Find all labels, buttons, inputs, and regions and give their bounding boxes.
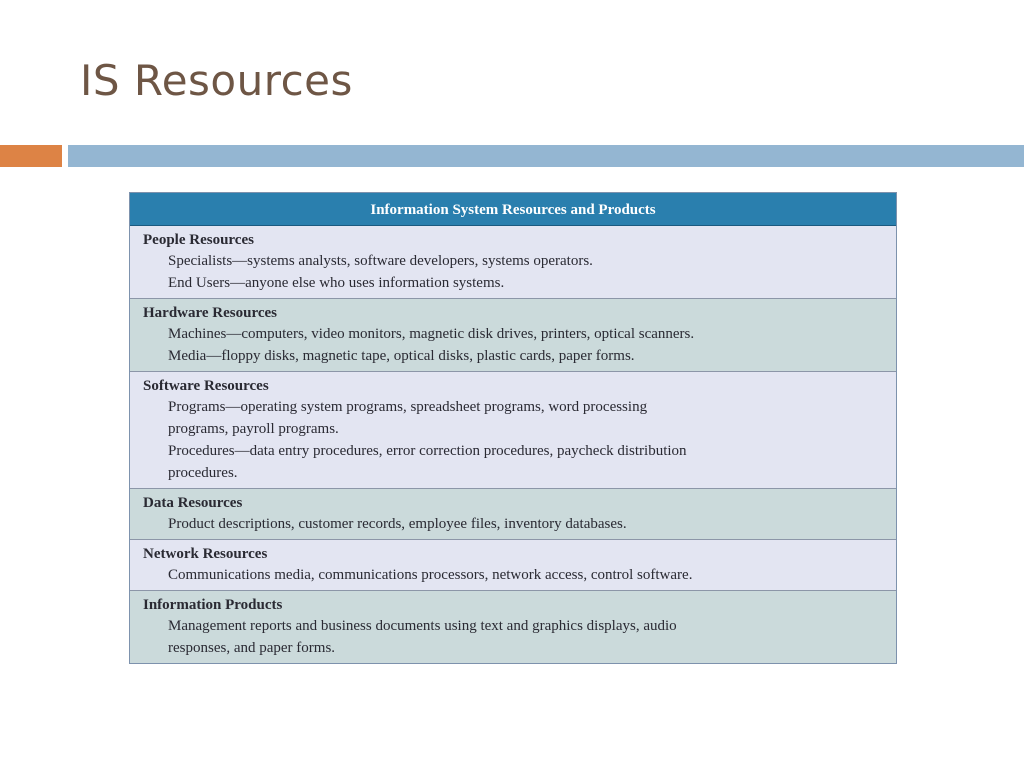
section-title: Information Products — [143, 597, 283, 613]
section-line: responses, and paper forms. — [168, 640, 336, 656]
table-header: Information System Resources and Products — [130, 193, 896, 226]
section-title: Hardware Resources — [143, 305, 278, 321]
accent-bar-blue — [68, 145, 1024, 167]
section-line: Management reports and business documents using text and graphics displays, audio — [168, 618, 677, 634]
slide-title: IS Resources — [80, 56, 353, 105]
section-line: End Users—anyone else who uses information systems. — [168, 275, 505, 291]
section-line: Machines—computers, video monitors, magnetic disk drives, printers, optical scanners. — [168, 326, 695, 342]
section-line: Procedures—data entry procedures, error correction procedures, paycheck distribution — [168, 443, 687, 459]
section-line: procedures. — [168, 465, 238, 481]
section-information-products — [130, 590, 896, 663]
section-line: Communications media, communications processors, network access, control software. — [168, 567, 693, 583]
section-line: Specialists—systems analysts, software developers, systems operators. — [168, 253, 593, 269]
section-line: Programs—operating system programs, spreadsheet programs, word processing — [168, 399, 648, 415]
section-title: People Resources — [143, 232, 254, 248]
section-hardware-resources — [130, 298, 896, 371]
section-line: Media—floppy disks, magnetic tape, optical disks, plastic cards, paper forms. — [168, 348, 635, 364]
accent-bar-orange — [0, 145, 62, 167]
resources-table — [129, 192, 897, 664]
section-title: Network Resources — [143, 546, 268, 562]
section-title: Data Resources — [143, 495, 243, 511]
section-people-resources — [130, 226, 896, 298]
section-network-resources — [130, 539, 896, 590]
section-software-resources — [130, 371, 896, 488]
section-line: programs, payroll programs. — [168, 421, 339, 437]
section-line: Product descriptions, customer records, employee files, inventory databases. — [168, 516, 627, 532]
section-data-resources — [130, 488, 896, 539]
section-title: Software Resources — [143, 378, 269, 394]
